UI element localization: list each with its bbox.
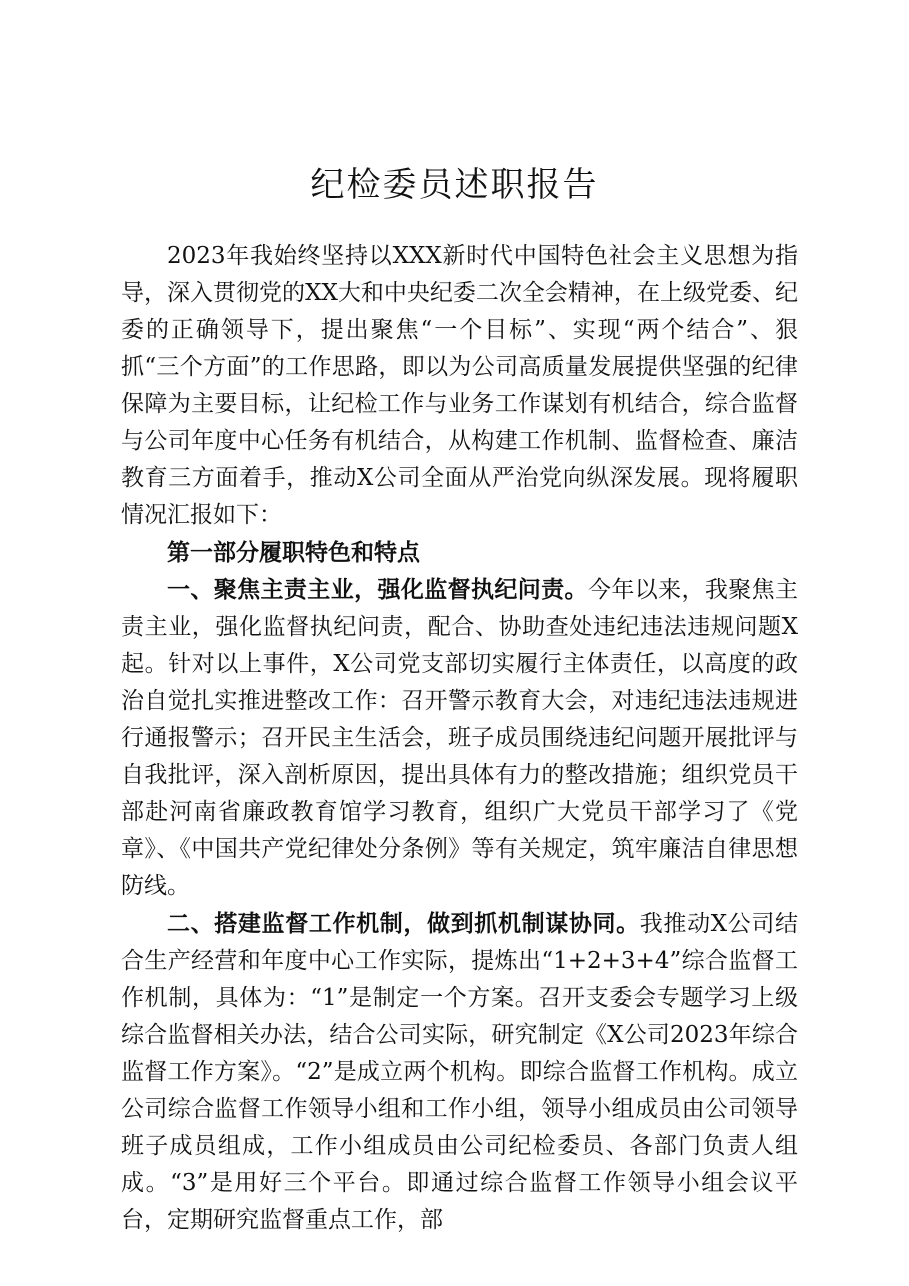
document-title: 纪检委员述职报告 xyxy=(310,165,599,205)
item2-paragraph xyxy=(121,905,798,1239)
item2-body: 我推动X公司结合生产经营和年度中心工作实际，提炼出“1+2+3+4”综合监督工作机制，具体为：“1”是制定一个方案。召开支委会专题学习上级综合监督相关办法，结合公司实际，研究制定《X公司2023年综合监督工作方案》。“2”是成立两个机构。即综合监督工作机构。成立公司综合监督工作领导小组和工作小组，领导小组成员由公司领导班子成员组成，工作小组成员由公司纪检委员、各部门负责人组成。“3”是用好三个平台。即通过综合监督工作领导小组会议平台，定期研究监督重点工作，部 xyxy=(121,911,799,1233)
part1-heading: 第一部分履职特色和特点 xyxy=(167,539,420,566)
item2-heading: 二、搭建监督工作机制，做到抓机制谋协同。 xyxy=(167,910,640,937)
document-body xyxy=(121,238,798,1239)
item1-paragraph xyxy=(121,571,798,905)
intro-paragraph: 2023年我始终坚持以XXX新时代中国特色社会主义思想为指导，深入贯彻党的XX大和中央纪委二次全会精神，在上级党委、纪委的正确领导下，提出聚焦“一个目标”、实现“两个结合”、狠抓“三个方面”的工作思路，即以为公司高质量发展提供坚强的纪律保障为主要目标，让纪检工作与业务工作谋划有机结合，综合监督与公司年度中心任务有机结合，从构建工作机制、监督检查、廉洁教育三方面着手，推动X公司全面从严治党向纵深发展。现将履职情况汇报如下： xyxy=(121,243,798,528)
item1-heading: 一、聚焦主责主业，强化监督执纪问责。 xyxy=(167,576,588,603)
item1-body: 今年以来，我聚焦主责主业，强化监督执纪问责，配合、协助查处违纪违法违规问题X起。针对以上事件，X公司党支部切实履行主体责任，以高度的政治自觉扎实推进整改工作：召开警示教育大会，对违纪违法违规进行通报警示；召开民主生活会，班子成员围绕违纪问题开展批评与自我批评，深入剖析原因，提出具体有力的整改措施；组织党员干部赴河南省廉政教育馆学习教育，组织广大党员干部学习了《党章》、《中国共产党纪律处分条例》等有关规定，筑牢廉洁自律思想防线。 xyxy=(121,577,799,899)
